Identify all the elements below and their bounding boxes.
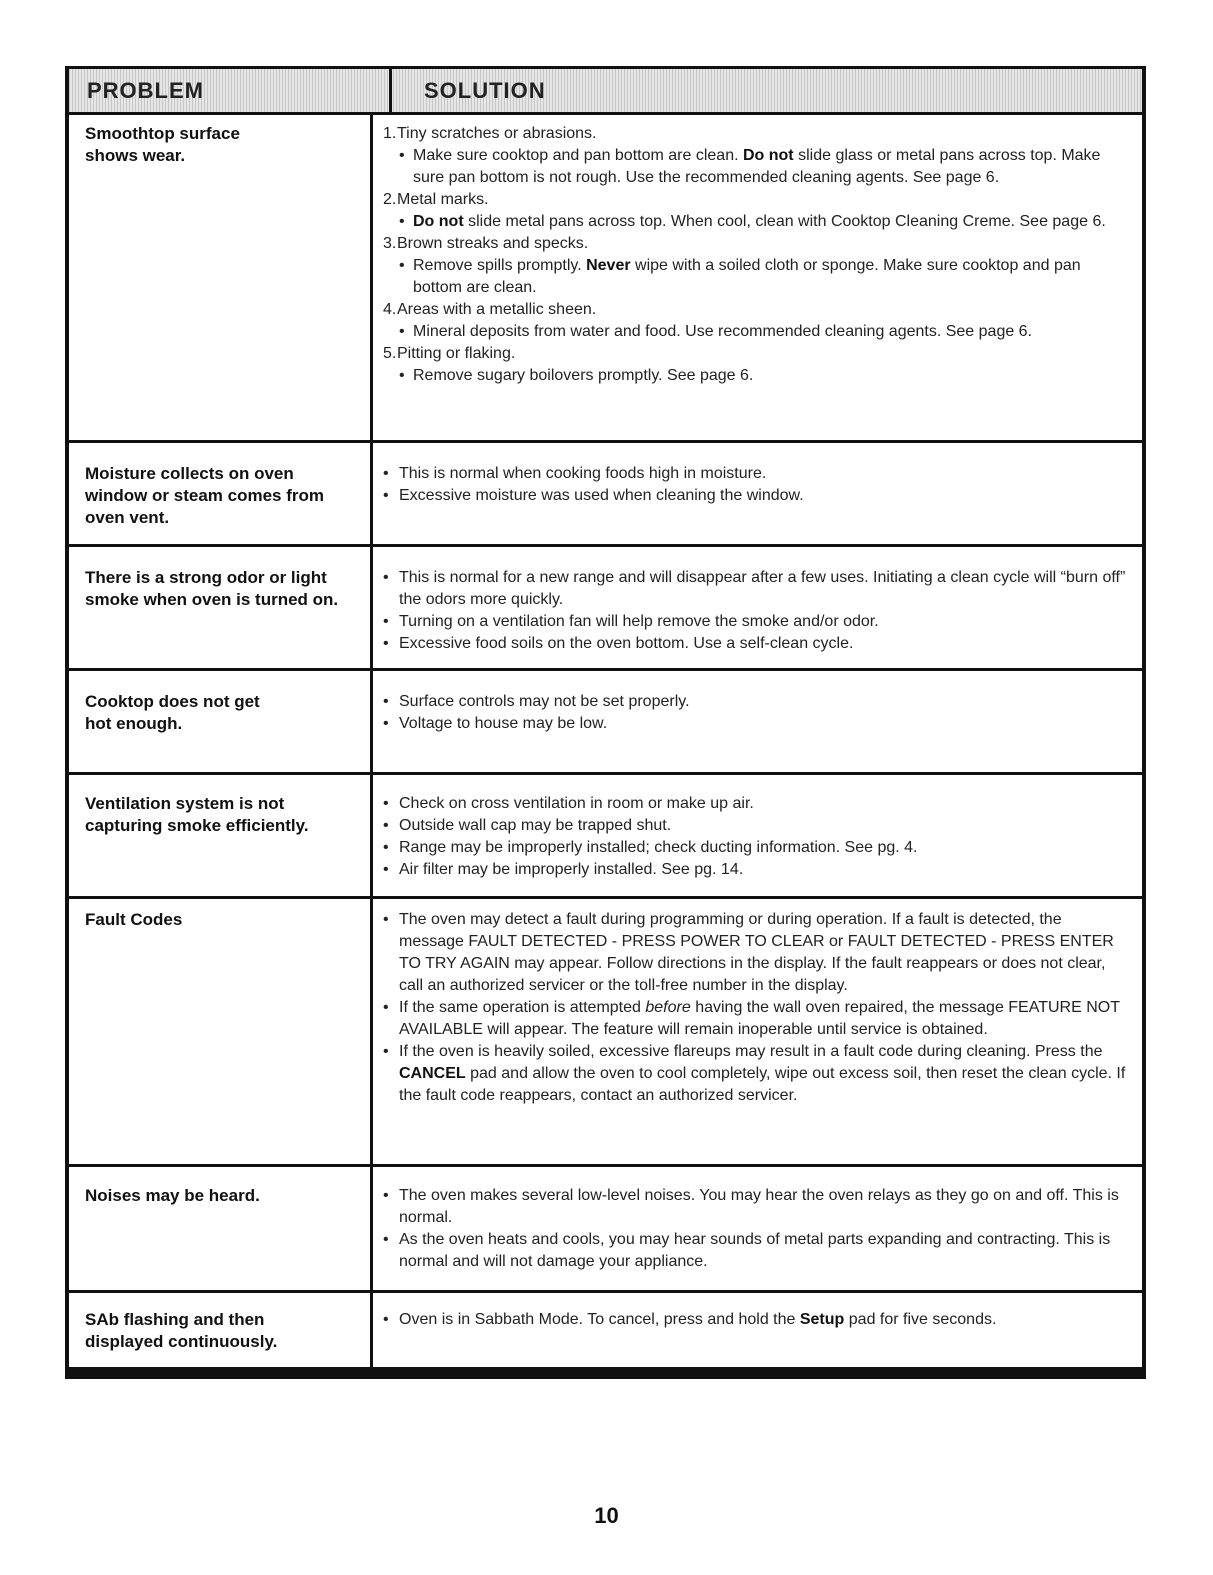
table-row	[69, 671, 1142, 775]
problem-cell	[85, 463, 360, 529]
problem-column-header: PROBLEM	[87, 77, 204, 103]
problem-line: shows wear.	[85, 146, 186, 165]
problem-line: Cooktop does not get	[85, 692, 260, 711]
item-number: 4.	[383, 301, 397, 318]
item-text: Tiny scratches or abrasions.	[397, 125, 597, 142]
solution-cell	[383, 1309, 1126, 1331]
bullet-item: • Excessive moisture was used when cleaning the window.	[383, 485, 1126, 507]
problem-line: window or steam comes from	[85, 486, 324, 505]
problem-cell	[85, 793, 360, 837]
bullet-emphasis: CANCEL	[399, 1065, 466, 1082]
problem-line: smoke when oven is turned on.	[85, 590, 339, 609]
table-row	[69, 1167, 1142, 1293]
problem-line: capturing smoke efficiently.	[85, 816, 309, 835]
troubleshooting-table	[65, 66, 1146, 1379]
solution-cell	[383, 567, 1126, 655]
item-number: 1.	[383, 125, 397, 142]
problem-line: Noises may be heard.	[85, 1186, 260, 1205]
bullet-item: • Range may be improperly installed; check ducting information. See pg. 4.	[383, 837, 1126, 859]
item-number: 5.	[383, 345, 397, 362]
problem-cell	[85, 567, 360, 611]
bullet-item: • Mineral deposits from water and food. Use recommended cleaning agents. See page 6.	[383, 321, 1126, 343]
problem-cell	[85, 1185, 360, 1207]
problem-cell	[85, 909, 360, 931]
problem-cell	[85, 1309, 360, 1353]
bullet-emphasis: Do not	[413, 213, 464, 230]
problem-line: There is a strong odor or light	[85, 568, 327, 587]
solution-column-header: SOLUTION	[389, 69, 546, 112]
bullet-item: • Excessive food soils on the oven bottom. Use a self-clean cycle.	[383, 633, 1126, 655]
item-text: Areas with a metallic sheen.	[397, 301, 597, 318]
bullet-item: • Remove sugary boilovers promptly. See page 6.	[383, 365, 1126, 387]
bullet-text: Oven is in Sabbath Mode. To cancel, press and hold the	[399, 1311, 796, 1328]
bullet-item	[383, 211, 1126, 233]
table-header	[69, 66, 1142, 115]
solution-cell	[383, 463, 1126, 507]
bullet-emphasis: before	[645, 999, 691, 1016]
bullet-item: • This is normal when cooking foods high in moisture.	[383, 463, 1126, 485]
column-divider	[370, 115, 373, 440]
problem-line: SAb flashing and then	[85, 1310, 265, 1329]
numbered-item	[383, 123, 1126, 145]
bullet-emphasis: Never	[586, 257, 631, 274]
bullet-item: • This is normal for a new range and will disappear after a few uses. Initiating a clean cycle will “burn off” the odors more quickly.	[383, 567, 1126, 611]
column-divider	[370, 899, 373, 1164]
bullet-emphasis: Do not	[742, 147, 794, 164]
bullet-text: slide metal pans across top. When cool, clean with Cooktop Cleaning Creme. See page 6.	[468, 213, 1106, 230]
bullet-item: • Check on cross ventilation in room or make up air.	[383, 793, 1126, 815]
problem-cell	[85, 123, 360, 167]
solution-cell	[383, 691, 1126, 735]
table-row	[69, 115, 1142, 443]
bullet-item	[383, 255, 1126, 299]
table-row	[69, 775, 1142, 899]
column-divider	[370, 443, 373, 544]
solution-cell	[383, 1185, 1126, 1273]
bullet-item: • Voltage to house may be low.	[383, 713, 1126, 735]
bullet-item: • Outside wall cap may be trapped shut.	[383, 815, 1126, 837]
bullet-item: • Surface controls may not be set properly.	[383, 691, 1126, 713]
bullet-emphasis: Setup	[799, 1311, 845, 1328]
column-divider	[370, 671, 373, 772]
column-divider	[370, 1167, 373, 1290]
numbered-item	[383, 343, 1126, 365]
numbered-item	[383, 189, 1126, 211]
solution-cell	[383, 909, 1126, 1107]
problem-line: Moisture collects on oven	[85, 464, 294, 483]
problem-line: hot enough.	[85, 714, 183, 733]
page-number: 10	[594, 1503, 619, 1528]
bullet-text: wipe with a soiled cloth or sponge. Make sure cooktop and pan bottom are clean.	[413, 257, 1081, 296]
column-divider	[370, 547, 373, 668]
problem-line: Ventilation system is not	[85, 794, 285, 813]
bullet-item	[383, 997, 1126, 1041]
item-number: 3.	[383, 235, 397, 252]
bullet-text: If the same operation is attempted	[399, 999, 641, 1016]
item-text: Pitting or flaking.	[397, 345, 516, 362]
bullet-item: • The oven makes several low-level noises. You may hear the oven relays as they go on and off. This is normal.	[383, 1185, 1126, 1229]
numbered-item	[383, 299, 1126, 321]
table-row	[69, 547, 1142, 671]
problem-line: oven vent.	[85, 508, 170, 527]
bullet-text: Remove spills promptly.	[413, 257, 582, 274]
column-divider	[370, 1293, 373, 1367]
bullet-text: pad for five seconds.	[848, 1311, 997, 1328]
bullet-text: slide glass or metal pans across top. Make sure pan bottom is not rough. Use the recommended cleaning agents. See page 6.	[413, 147, 1101, 186]
table-row	[69, 1293, 1142, 1367]
bullet-item: • Air filter may be improperly installed. See pg. 14.	[383, 859, 1126, 881]
problem-line: displayed continuously.	[85, 1332, 278, 1351]
bullet-text: pad and allow the oven to cool completely, wipe out excess soil, then reset the clean cycle. If the fault code reappears, contact an authorized servicer.	[399, 1065, 1126, 1104]
bullet-item: • As the oven heats and cools, you may hear sounds of metal parts expanding and contracting. This is normal and will not damage your appliance.	[383, 1229, 1126, 1273]
bullet-item: • The oven may detect a fault during programming or during operation. If a fault is detected, the message FAULT DETECTED - PRESS POWER TO CLEAR or FAULT DETECTED - PRESS ENTER TO TRY AGAIN may appear. Follow directions in the display. If the fault reappears or does not clear, call an authorized servicer or the toll-free number in the display.	[383, 909, 1126, 997]
item-number: 2.	[383, 191, 397, 208]
item-text: Metal marks.	[397, 191, 489, 208]
solution-cell	[383, 793, 1126, 881]
problem-line: Smoothtop surface	[85, 124, 240, 143]
problem-cell	[85, 691, 360, 735]
column-divider	[370, 775, 373, 896]
problem-line: Fault Codes	[85, 910, 183, 929]
bullet-text: having the wall oven repaired, the message FEATURE NOT AVAILABLE will appear. The feature will remain inoperable until service is obtained.	[399, 999, 1120, 1038]
table-row	[69, 443, 1142, 547]
table-row	[69, 899, 1142, 1167]
bullet-item	[383, 1041, 1126, 1107]
bullet-item: • Turning on a ventilation fan will help remove the smoke and/or odor.	[383, 611, 1126, 633]
bullet-item	[383, 1309, 1126, 1331]
numbered-item	[383, 233, 1126, 255]
bullet-text: If the oven is heavily soiled, excessive flareups may result in a fault code during cleaning. Press the	[399, 1043, 1103, 1060]
solution-cell	[383, 123, 1126, 387]
bullet-text: Make sure cooktop and pan bottom are clean.	[413, 147, 739, 164]
item-text: Brown streaks and specks.	[397, 235, 589, 252]
bullet-item	[383, 145, 1126, 189]
